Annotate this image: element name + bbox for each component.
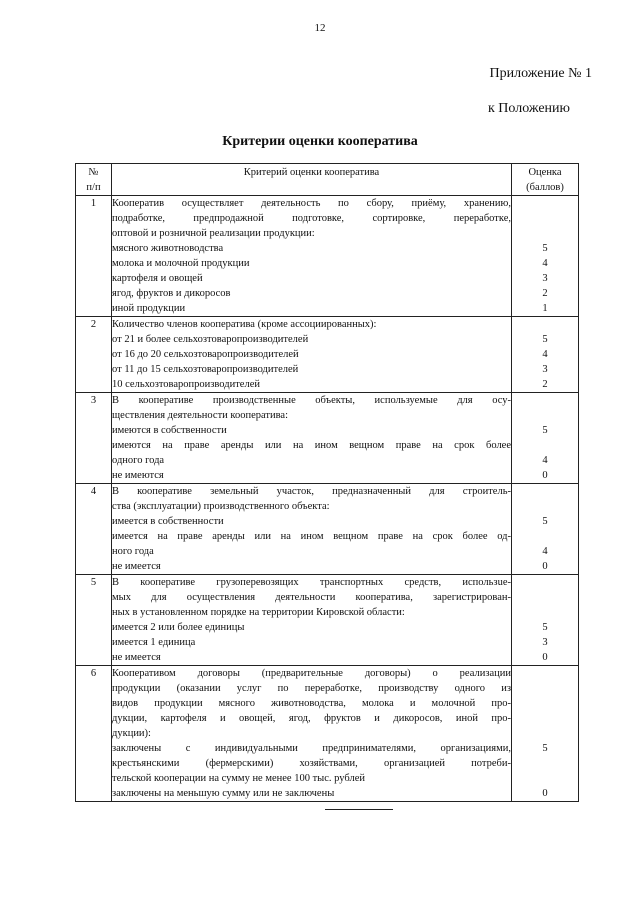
- score-value: [512, 196, 578, 211]
- criterion-line: дукции):: [112, 728, 151, 739]
- header-num: [76, 164, 112, 196]
- score-value: 5: [542, 243, 548, 254]
- header-score-line1: Оценка: [528, 167, 562, 178]
- criterion-line: В кооперативе производственные объекты, используемые для осу-: [112, 395, 511, 406]
- criterion-line: от 11 до 15 сельхозтоваропроизводителей: [112, 364, 299, 375]
- criterion-line: 10 сельхозтоваропроизводителей: [112, 379, 260, 390]
- header-num-line2: п/п: [86, 182, 101, 193]
- criterion-line: молока и молочной продукции: [112, 258, 250, 269]
- score-cell: [512, 484, 579, 575]
- score-value: 5: [542, 516, 548, 527]
- criterion-line: Кооператив осуществляет деятельность по сбору, приёму, хранению,: [112, 198, 511, 209]
- criterion-line: картофеля и овощей: [112, 273, 203, 284]
- score-value: 4: [542, 546, 548, 557]
- row-number: 6: [76, 666, 112, 802]
- criterion-cell: [112, 393, 512, 484]
- score-value: [512, 666, 578, 681]
- criterion-cell: [112, 484, 512, 575]
- criterion-line: имеется 1 единица: [112, 637, 196, 648]
- table-row: [76, 484, 579, 575]
- score-cell: [512, 666, 579, 802]
- criterion-line: имеется в собственности: [112, 516, 224, 527]
- criterion-line: от 16 до 20 сельхозтоваропроизводителей: [112, 349, 299, 360]
- score-value: 4: [542, 258, 548, 269]
- criterion-line: от 21 и более сельхозтоваропроизводителей: [112, 334, 309, 345]
- criterion-line: дукции, картофеля и овощей, ягод, фруктов и дикоросов, иной про-: [112, 713, 511, 724]
- score-cell: [512, 575, 579, 666]
- table-row: [76, 575, 579, 666]
- score-value: [512, 711, 578, 726]
- criterion-line: заключены на меньшую сумму или не заключены: [112, 788, 335, 799]
- score-value: [512, 681, 578, 696]
- score-value: 5: [542, 334, 548, 345]
- criteria-body: [76, 196, 579, 802]
- score-value: [512, 575, 578, 590]
- criterion-line: мясного животноводства: [112, 243, 224, 254]
- criterion-line: мых для осуществления деятельности кооператива, зарегистрирован-: [112, 592, 511, 603]
- score-value: 2: [542, 379, 548, 390]
- score-value: 2: [542, 288, 548, 299]
- score-cell: [512, 317, 579, 393]
- score-value: 5: [542, 622, 548, 633]
- criterion-line: не имеются: [112, 470, 164, 481]
- score-value: [512, 499, 578, 514]
- criterion-cell: [112, 196, 512, 317]
- criterion-line: не имеется: [112, 561, 161, 572]
- score-cell: [512, 393, 579, 484]
- criterion-cell: [112, 317, 512, 393]
- criteria-table: [75, 163, 579, 802]
- criterion-line: крестьянскими (фермерскими) хозяйствами, организацией потреби-: [112, 758, 511, 769]
- score-value: 3: [542, 273, 548, 284]
- score-value: 0: [542, 652, 548, 663]
- criterion-cell: [112, 666, 512, 802]
- table-header-row: [76, 164, 579, 196]
- criterion-line: видов продукции мясного животноводства, молока и молочной про-: [112, 698, 511, 709]
- row-number: 1: [76, 196, 112, 317]
- header-score: [512, 164, 579, 196]
- criterion-line: Количество членов кооператива (кроме ассоциированных):: [112, 319, 377, 330]
- score-value: 0: [542, 561, 548, 572]
- page-number: 12: [314, 22, 326, 34]
- row-number: 4: [76, 484, 112, 575]
- score-value: 0: [542, 788, 548, 799]
- criterion-line: ягод, фруктов и дикоросов: [112, 288, 231, 299]
- table-row: [76, 666, 579, 802]
- table-row: [76, 196, 579, 317]
- criterion-line: иной продукции: [112, 303, 186, 314]
- score-value: 0: [542, 470, 548, 481]
- score-value: 4: [542, 349, 548, 360]
- criterion-line: оптовой и розничной реализации продукции:: [112, 228, 315, 239]
- criterion-line: ного года: [112, 546, 154, 557]
- score-value: [512, 317, 578, 332]
- score-value: [512, 226, 578, 241]
- criterion-line: подработке, предпродажной подготовке, сортировке, переработке,: [112, 213, 511, 224]
- criterion-line: ства (эксплуатации) производственного объекта:: [112, 501, 330, 512]
- score-value: [512, 696, 578, 711]
- criterion-line: имеются на праве аренды или на ином вещном праве на срок более: [112, 440, 511, 451]
- score-value: [512, 726, 578, 741]
- header-num-line1: №: [88, 167, 99, 178]
- score-value: 3: [542, 637, 548, 648]
- score-value: [512, 484, 578, 499]
- criterion-line: имеются в собственности: [112, 425, 227, 436]
- criterion-line: В кооперативе земельный участок, предназначенный для строитель-: [112, 486, 511, 497]
- header-criterion: Критерий оценки кооператива: [112, 164, 512, 196]
- criterion-line: ных в установленном порядке на территории Кировской области:: [112, 607, 405, 618]
- regulation-label: к Положению: [487, 101, 570, 116]
- row-number: 2: [76, 317, 112, 393]
- score-value: 5: [542, 425, 548, 436]
- criterion-line: В кооперативе грузоперевозящих транспортных средств, использue-: [112, 577, 511, 588]
- criterion-line: имеется 2 или более единицы: [112, 622, 245, 633]
- appendix-label: Приложение № 1: [489, 66, 592, 81]
- row-number: 3: [76, 393, 112, 484]
- score-value: 3: [542, 364, 548, 375]
- score-value: 5: [542, 743, 548, 754]
- score-value: [512, 438, 578, 453]
- criterion-line: Кооперативом договоры (предварительные договоры) о реализации: [112, 668, 511, 679]
- score-value: [512, 756, 578, 771]
- score-value: [512, 529, 578, 544]
- criterion-line: заключены с индивидуальными предпринимателями, организациями,: [112, 743, 511, 754]
- score-cell: [512, 196, 579, 317]
- criterion-cell: [112, 575, 512, 666]
- score-value: [512, 590, 578, 605]
- criterion-line: имеется на праве аренды или на ином вещном праве на срок более од-: [112, 531, 511, 542]
- score-value: [512, 605, 578, 620]
- criterion-line: ществления деятельности кооператива:: [112, 410, 288, 421]
- table-row: [76, 393, 579, 484]
- score-value: [512, 211, 578, 226]
- criterion-line: не имеется: [112, 652, 161, 663]
- score-value: [512, 408, 578, 423]
- closing-line: [325, 809, 393, 810]
- score-value: 1: [542, 303, 548, 314]
- criterion-line: одного года: [112, 455, 165, 466]
- criterion-line: продукции (оказании услуг по переработке, производству одного из: [112, 683, 511, 694]
- document-title: Критерии оценки кооператива: [222, 134, 418, 149]
- criterion-line: тельской кооперации на сумму не менее 100 тыс. рублей: [112, 773, 365, 784]
- row-number: 5: [76, 575, 112, 666]
- score-value: [512, 393, 578, 408]
- score-value: [512, 771, 578, 786]
- score-value: 4: [542, 455, 548, 466]
- header-score-line2: (баллов): [526, 182, 564, 193]
- table-row: [76, 317, 579, 393]
